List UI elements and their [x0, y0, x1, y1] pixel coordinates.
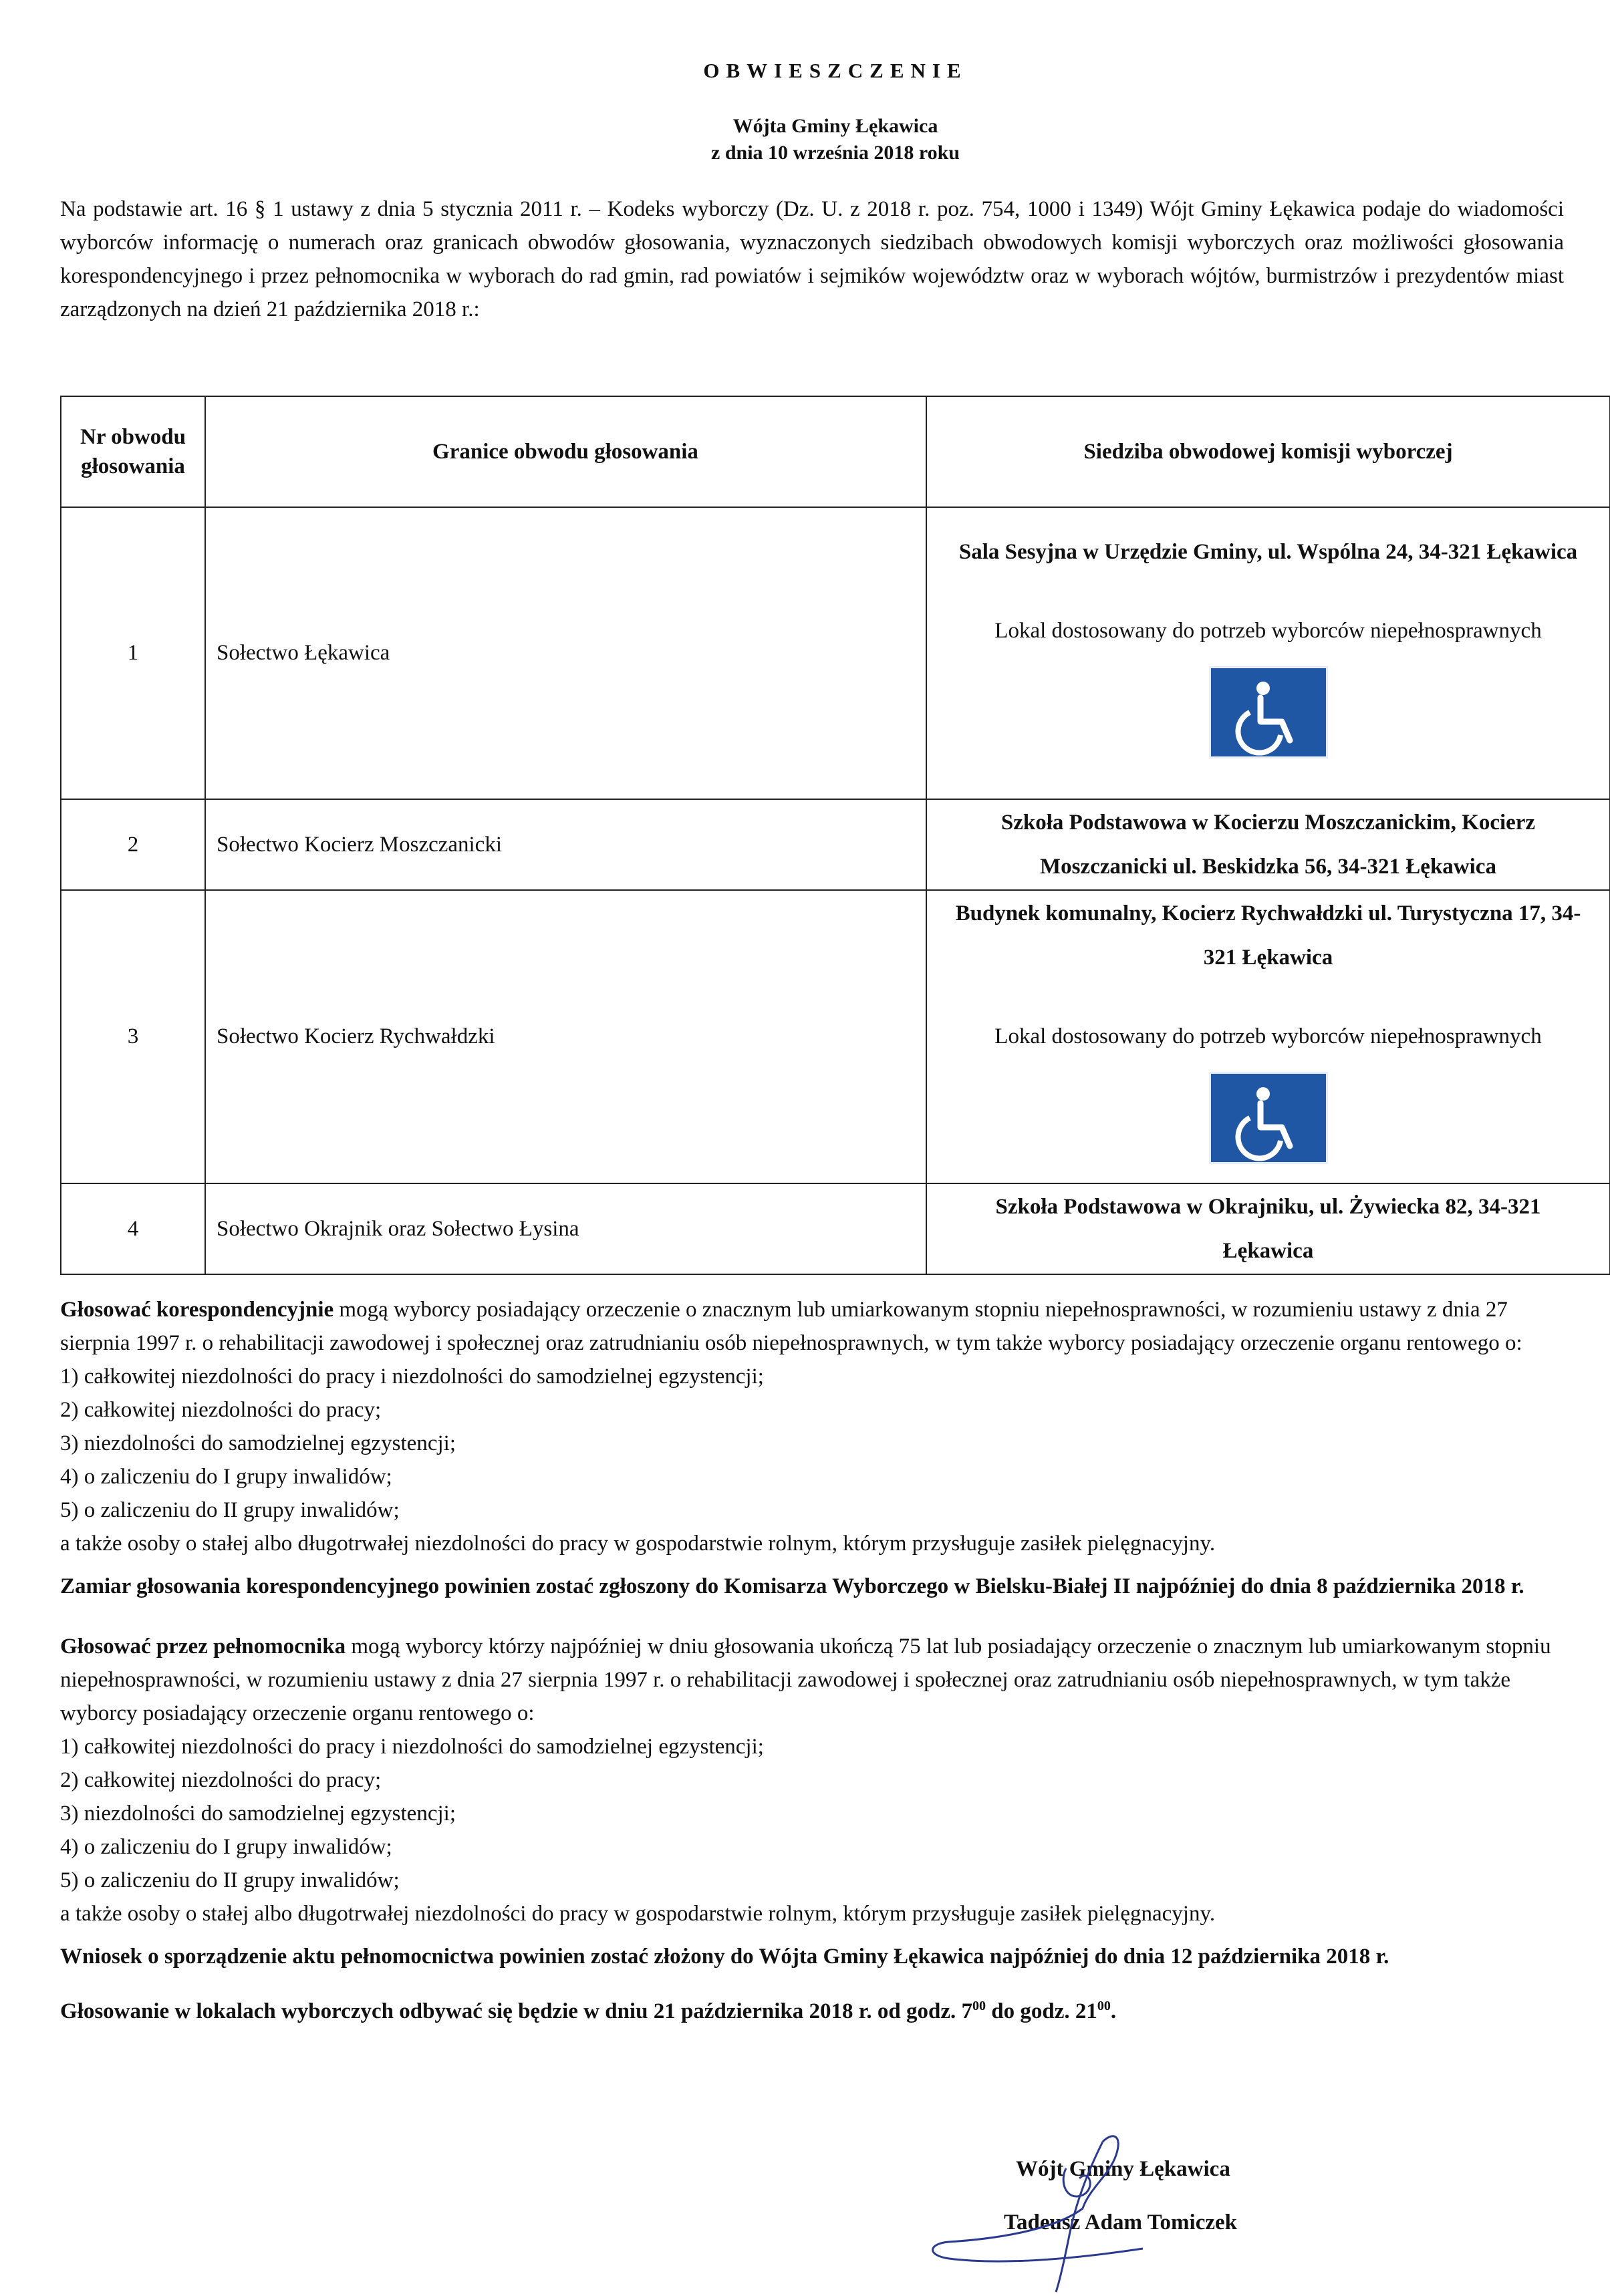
header-boundaries: Granice obwodu głosowania [205, 396, 926, 507]
voting-hours-end-minutes: 00 [1097, 1999, 1111, 2013]
postal-voting-text: mogą wyborcy posiadający orzeczenie o znacznym lub umiarkowanym stopniu niepełnosprawności, w rozumieniu ustawy z dnia 27 sierpnia 1997 r. o rehabilitacji zawodowej i społecznej oraz zatrudnianiu osób niepełnosprawnych, w tym także wyborcy posiadający orzeczenie organu rentowego o: [60, 1298, 1522, 1355]
circuit-number: 4 [61, 1183, 205, 1274]
circuit-seat-cell [926, 890, 1610, 1183]
circuit-number: 3 [61, 890, 205, 1183]
list-item: 1) całkowitej niezdolności do pracy i niezdolności do samodzielnej egzystencji; [60, 1735, 764, 1759]
list-item: 4) o zaliczeniu do I grupy inwalidów; [60, 1835, 392, 1859]
circuit-boundaries: Sołectwo Łękawica [205, 507, 926, 799]
wheelchair-accessible-icon [1209, 666, 1328, 758]
voting-circuits-table [60, 396, 1610, 1275]
circuit-boundaries: Sołectwo Kocierz Rychwałdzki [205, 890, 926, 1183]
postal-voting-closing: a także osoby o stałej albo długotrwałej niezdolności do pracy w gospodarstwie rolnym, którym przysługuje zasiłek pielęgnacyjny. [60, 1532, 1216, 1556]
proxy-voting-deadline: Wniosek o sporządzenie aktu pełnomocnictwa powinien zostać złożony do Wójta Gminy Łękawica najpóźniej do dnia 12 października 2018 r. [60, 1945, 1389, 1969]
wheelchair-accessible-icon [1209, 1072, 1328, 1164]
table-row [61, 1183, 1610, 1274]
list-item: 1) całkowitej niezdolności do pracy i niezdolności do samodzielnej egzystencji; [60, 1365, 764, 1389]
circuit-seat: Budynek komunalny, Kocierz Rychwałdzki ul. Turystyczna 17, 34-321 Łękawica [955, 901, 1581, 970]
list-item: 3) niezdolności do samodzielnej egzystencji; [60, 1802, 456, 1826]
circuit-seat: Szkoła Podstawowa w Kocierzu Moszczanickim, Kocierz Moszczanicki ul. Beskidzka 56, 34-321 Łękawica [1000, 811, 1536, 879]
postal-voting-lead: Głosować korespondencyjnie [60, 1298, 334, 1322]
postal-voting-intro [60, 1293, 1564, 1360]
date-line: z dnia 10 września 2018 roku [711, 142, 960, 164]
signatory-role: Wójt Gminy Łękawica [1016, 2157, 1230, 2181]
table-row [61, 799, 1610, 890]
proxy-voting-intro [60, 1630, 1564, 1730]
header-number: Nr obwodu głosowania [61, 396, 205, 507]
list-item: 4) o zaliczeniu do I grupy inwalidów; [60, 1465, 392, 1489]
circuit-number: 1 [61, 507, 205, 799]
circuit-number: 2 [61, 799, 205, 890]
proxy-voting-closing: a także osoby o stałej albo długotrwałej niezdolności do pracy w gospodarstwie rolnym, którym przysługuje zasiłek pielęgnacyjny. [60, 1902, 1216, 1926]
voting-hours-start-minutes: 00 [972, 1999, 986, 2013]
list-item: 5) o zaliczeniu do II grupy inwalidów; [60, 1498, 400, 1522]
table-header-row [61, 396, 1610, 507]
voting-hours [60, 1989, 1564, 2028]
list-item: 5) o zaliczeniu do II grupy inwalidów; [60, 1868, 400, 1892]
issuer-line: Wójta Gminy Łękawica [732, 115, 938, 137]
proxy-voting-lead: Głosować przez pełnomocnika [60, 1634, 346, 1659]
voting-hours-text-end: . [1110, 1999, 1117, 2023]
signatory-name: Tadeusz Adam Tomiczek [1004, 2210, 1238, 2235]
postal-voting-section [60, 1293, 1564, 2028]
table-row [61, 507, 1610, 799]
list-item: 3) niezdolności do samodzielnej egzystencji; [60, 1431, 456, 1455]
intro-paragraph: Na podstawie art. 16 § 1 ustawy z dnia 5 stycznia 2011 r. – Kodeks wyborczy (Dz. U. z 2018 r. poz. 754, 1000 i 1349) Wójt Gminy Łękawica podaje do wiadomości wyborców informację o numerach oraz granicach obwodów głosowania, wyznaczonych siedzibach obwodowych komisji wyborczych oraz możliwości głosowania korespondencyjnego i przez pełnomocnika w wyborach do rad gmin, rad powiatów i sejmików województw oraz w wyborach wójtów, burmistrzów i prezydentów miast zarządzonych na dzień 21 października 2018 r.: [60, 197, 1564, 321]
handwritten-signature [922, 2128, 1176, 2295]
circuit-seat-cell [926, 799, 1610, 890]
postal-voting-deadline: Zamiar głosowania korespondencyjnego powinien zostać zgłoszony do Komisarza Wyborczego w Bielsku-Białej II najpóźniej do dnia 8 października 2018 r. [60, 1574, 1524, 1598]
circuit-boundaries: Sołectwo Okrajnik oraz Sołectwo Łysina [205, 1183, 926, 1274]
voting-hours-text: Głosowanie w lokalach wyborczych odbywać się będzie w dniu 21 października 2018 r. od godz. 7 [60, 1999, 973, 2023]
circuit-seat-cell [926, 507, 1610, 799]
circuit-boundaries: Sołectwo Kocierz Moszczanicki [205, 799, 926, 890]
document-title: OBWIESZCZENIE [703, 59, 968, 82]
proxy-voting-text: mogą wyborcy którzy najpóźniej w dniu głosowania ukończą 75 lat lub posiadający orzeczenie o znacznym lub umiarkowanym stopniu niepełnosprawności, w rozumieniu ustawy z dnia 27 sierpnia 1997 r. o rehabilitacji zawodowej i społecznej oraz zatrudnianiu osób niepełnosprawnych, w tym także wyborcy posiadający orzeczenie organu rentowego o: [60, 1634, 1551, 1725]
accessibility-note: Lokal dostosowany do potrzeb wyborców niepełnosprawnych [994, 619, 1542, 643]
circuit-seat-cell [926, 1183, 1610, 1274]
list-item: 2) całkowitej niezdolności do pracy; [60, 1398, 382, 1422]
accessibility-note: Lokal dostosowany do potrzeb wyborców niepełnosprawnych [994, 1024, 1542, 1048]
list-item: 2) całkowitej niezdolności do pracy; [60, 1768, 382, 1792]
table-row [61, 890, 1610, 1183]
circuit-seat: Szkoła Podstawowa w Okrajniku, ul. Żywiecka 82, 34-321 Łękawica [995, 1195, 1541, 1263]
voting-hours-text-middle: do godz. 21 [986, 1999, 1097, 2023]
header-seat: Siedziba obwodowej komisji wyborczej [926, 396, 1610, 507]
circuit-seat: Sala Sesyjna w Urzędzie Gminy, ul. Wspólna 24, 34-321 Łękawica [958, 540, 1578, 564]
